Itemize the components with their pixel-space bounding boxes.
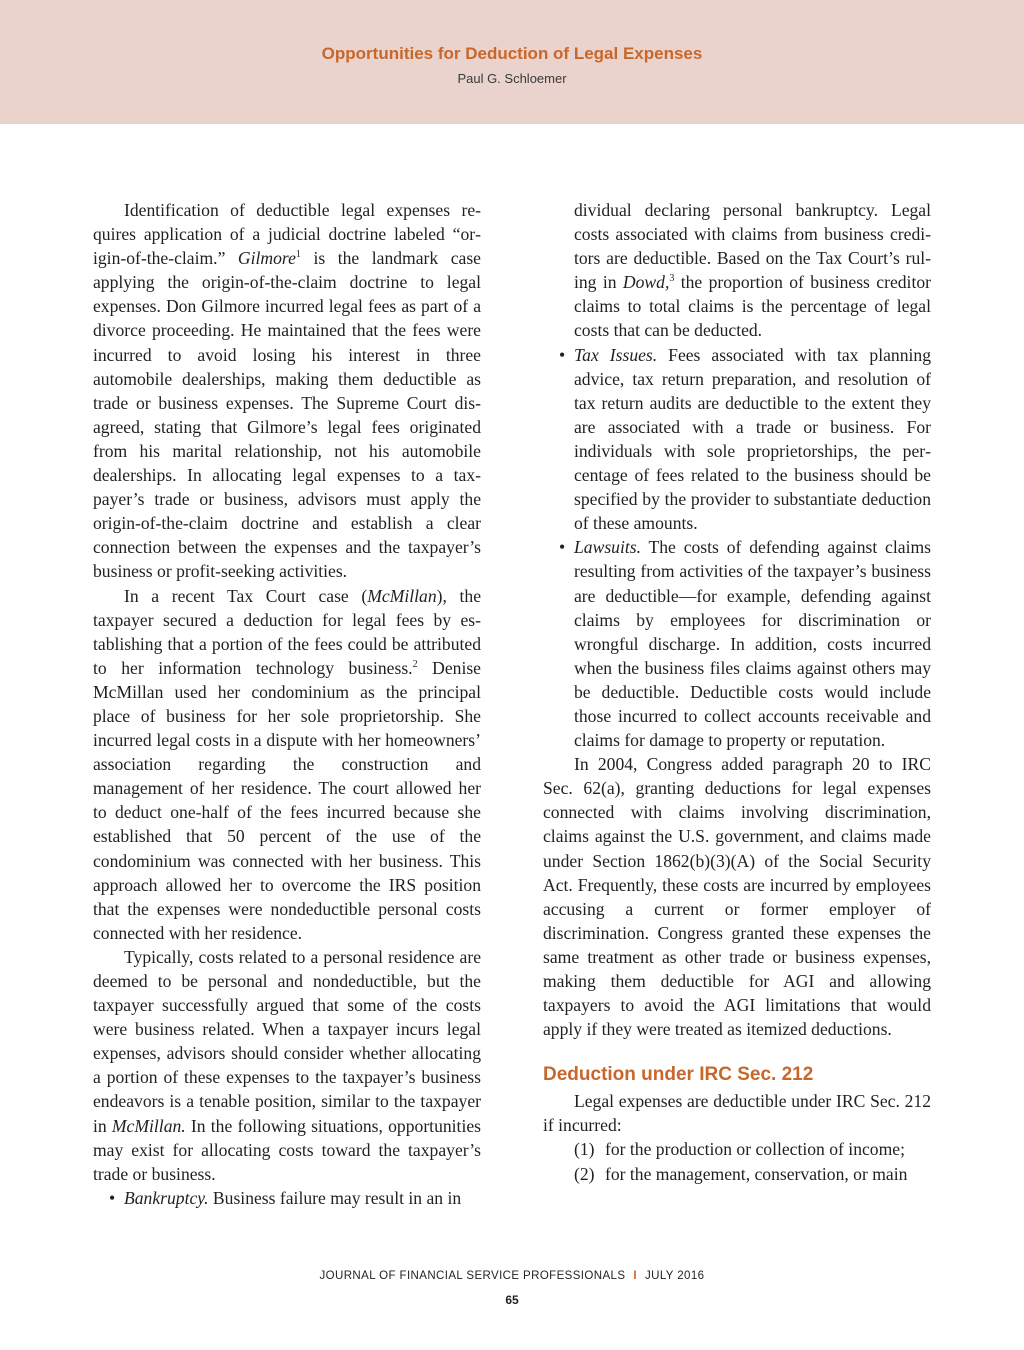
text-run: the proportion of business creditor claims to total claims is the percentage of legal costs that can be deducted.: [574, 272, 931, 341]
article-author: Paul G. Schloemer: [457, 71, 567, 86]
bullet-label: Tax Issues.: [574, 344, 658, 365]
footer-journal-line: [0, 1270, 1024, 1282]
case-name-mcmillan: McMillan.: [111, 1115, 186, 1136]
page-number: 65: [505, 1293, 519, 1307]
article-title: Opportunities for Deduction of Legal Expenses: [321, 44, 703, 63]
right-column: [543, 198, 931, 1186]
footnote-ref-3: 3: [669, 273, 675, 285]
footnote-ref-1: 1: [295, 249, 301, 261]
text-run: Denise McMillan used her condominium as the principal place of business for her sole proprietorship. She incurred legal costs in a dispute with her homeowners’ association regarding the construction and management of her residence. The court allowed her to deduct one-half of the fees incurred because she established that 50 percent of the use of the condominium was connected with her business. This approach allowed her to overcome the IRS position that the expenses were nondeductible personal costs connected with her residence.: [93, 657, 481, 943]
text-run: Typically, costs related to a personal residence are deemed to be personal and nondeductible, but the taxpayer successfully argued that some of the costs were business related. When a taxpayer incurs legal expenses, advisors should consider whether allocating a portion of these expenses to the taxpayer’s business endeavors is a tenable position, similar to the taxpayer in: [93, 946, 481, 1136]
left-column: [93, 198, 481, 1210]
list-item: [543, 1137, 931, 1161]
text-run: The costs of defending against claims resulting from activities of the taxpayer’s business are deductible—for example, defending against claims by employees for discrimination or wrongful discharge. In addition, costs incurred when the business files claims against others may be deductible. Deductible costs would include those incurred to collect accounts receivable and claims for damage to property or reputation.: [574, 537, 931, 751]
footer-separator: I: [633, 1270, 637, 1282]
list-number: (1): [574, 1139, 595, 1160]
paragraph-residence: [93, 945, 481, 1186]
section-heading: Deduction under IRC Sec. 212: [543, 1064, 814, 1086]
text-run: dividual declaring personal bankruptcy. Legal costs associated with claims from business creditors are deductible. Based on the Tax Court’s ruling in: [574, 200, 931, 293]
bullet-icon: •: [559, 537, 566, 558]
paragraph-mcmillan: [93, 584, 481, 945]
paragraph-sec212-intro: Legal expenses are deductible under IRC Sec. 212 if incurred:: [543, 1091, 931, 1136]
text-run: for the production or collection of income;: [605, 1139, 905, 1160]
bullet-bankruptcy: [93, 1186, 481, 1210]
bullet-icon: •: [559, 344, 566, 365]
text-run: ), the taxpayer secured a deduction for legal fees by establishing that a portion of the fees could be attributed to her information technology business.: [93, 585, 482, 678]
bullet-icon: •: [109, 1187, 116, 1208]
list-number: (2): [574, 1163, 595, 1184]
text-run: is the landmark case applying the origin-of-the-claim doctrine to legal expenses. Don Gilmore incurred legal fees as part of a divorce proceeding. He maintained that the fees were incurred to avoid losing his interest in three automobile dealerships, making them deductible as trade or business expenses. The Supreme Court disagreed, stating that Gilmore’s legal fees originated from his marital relationship, not his automobile dealerships. In allocating legal expenses to a taxpayer’s trade or business, advisors must apply the origin-of-the-claim doctrine and establish a clear connection between the expenses and the taxpayer’s business or profit-seeking activities.: [93, 248, 481, 582]
bullet-tax-issues: [543, 343, 931, 536]
bullet-label: Lawsuits.: [574, 537, 641, 558]
bullet-lawsuits: [543, 535, 931, 752]
list-item: [543, 1162, 931, 1186]
text-run: In the following situations, opportunities may exist for allocating costs toward the taxpayer’s trade or business.: [93, 1115, 481, 1184]
bullet-bankruptcy-continued: [543, 198, 931, 343]
text-run: In a recent Tax Court case (: [124, 585, 368, 606]
case-name-mcmillan: McMillan: [367, 585, 437, 606]
paragraph-gilmore: [93, 198, 481, 584]
journal-name: JOURNAL OF FINANCIAL SERVICE PROFESSIONALS: [319, 1270, 626, 1282]
text-run: Business failure may result in an in: [208, 1187, 462, 1208]
bullet-label: Bankruptcy.: [124, 1187, 209, 1208]
footnote-ref-2: 2: [412, 658, 418, 670]
text-run: Fees associated with tax planning advice, tax return preparation, and resolution of tax return audits are deductible to the extent they are associated with a trade or business. For individuals with sole proprietorships, the percentage of fees related to the business should be specified by the provider to substantiate deduction of these amounts.: [574, 344, 931, 534]
issue-date: JULY 2016: [645, 1270, 705, 1282]
case-name-dowd: Dowd,: [622, 272, 670, 293]
text-run: for the management, conservation, or main: [605, 1163, 908, 1184]
case-name-gilmore: Gilmore: [237, 248, 296, 269]
text-run: Identification of deductible legal expenses requires application of a judicial doctrine labeled “origin-of-the-claim.”: [93, 200, 481, 269]
paragraph-2004: In 2004, Congress added paragraph 20 to IRC Sec. 62(a), granting deductions for legal expenses connected with claims involving discrimination, claims against the U.S. government, and claims made under Section 1862(b)(3)(A) of the Social Security Act. Frequently, these costs are incurred by employees accusing a current or former employer of discrimination. Congress granted these expenses the same treatment as other trade or business expenses, making them deductible for AGI and allowing taxpayers to avoid the AGI limitations that would apply if they were treated as itemized deductions.: [543, 754, 931, 1040]
